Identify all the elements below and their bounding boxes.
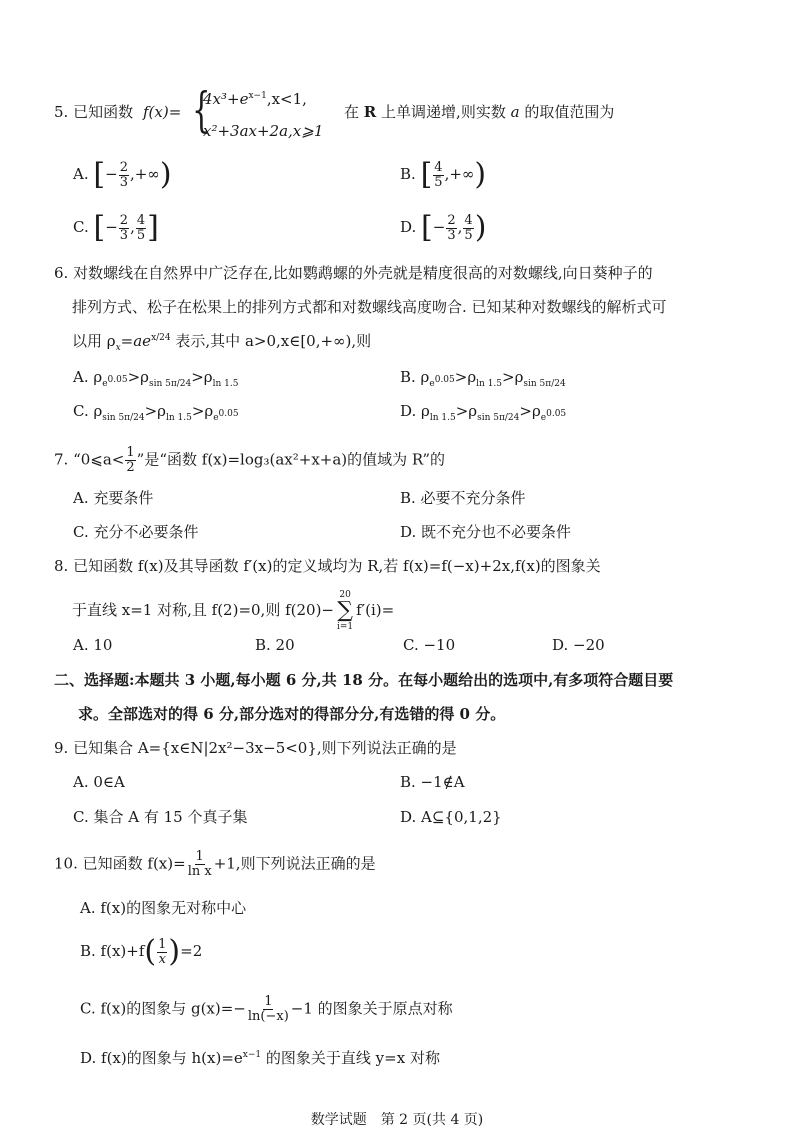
q5-d-frac2: $\frac{4}{5}$ [464, 212, 473, 243]
q8-option-b[interactable]: B. 20 [255, 636, 295, 654]
q7-option-b[interactable]: B. 必要不充分条件 [400, 489, 526, 507]
q8-line1: 8. 已知函数 f(x)及其导函数 f′(x)的定义域均为 R,若 f(x)=f(−x)+2x,f(x)的图象关 [54, 557, 601, 575]
q6-line1: 6. 对数螺线在自然界中广泛存在,比如鹦鹉螺的外壳就是精度很高的对数螺线,向日葵种子的 [54, 264, 653, 282]
q10-option-d[interactable]: D. f(x)的图象与 $h(x)=e^{x-1}$ 的图象关于直线 y=x 对称 [80, 1049, 440, 1067]
q6-option-d[interactable]: D. $\rho_{ln 1.5}>\rho_{sin 5\pi/24}>\rho_{e^{0.05}}$ [400, 402, 567, 423]
q5-option-c[interactable]: C. [− $\frac{2}{3}$ , $\frac{4}{5}$ ] [73, 210, 159, 245]
q6-option-a[interactable]: A. $\rho_{e^{0.05}}>\rho_{sin 5\pi/24}>\rho_{ln 1.5}$ [73, 368, 239, 389]
q5-case1: $4x^3+e^{x-1},x<1$, [203, 90, 307, 108]
q9-option-b[interactable]: B. −1∉A [400, 773, 465, 791]
q10-option-a[interactable]: A. f(x)的图象无对称中心 [80, 899, 247, 917]
q8-option-d[interactable]: D. −20 [552, 636, 605, 654]
q7-option-a[interactable]: A. 充要条件 [73, 489, 154, 507]
q5-fx: f(x)= [143, 103, 182, 121]
q5-case2: x²+3ax+2a,x⩾1 [203, 122, 324, 140]
q7-frac: $\frac{1}{2}$ [126, 445, 135, 475]
q5-tail: 在 R 上单调递增,则实数 a 的取值范围为 [344, 103, 615, 121]
q5-d-frac1: $\frac{2}{3}$ [447, 212, 456, 243]
q5-c-frac1: $\frac{2}{3}$ [119, 212, 129, 243]
q9-stem: 9. 已知集合 A={x∈N|2x²−3x−5<0},则下列说法正确的是 [54, 739, 457, 757]
q10-option-c[interactable]: C. f(x)的图象与 g(x)=− $\frac{1}{\ln(-x)}$ −1 的图象关于原点对称 [80, 994, 453, 1024]
q5-b-frac: $\frac{4}{5}$ [434, 159, 443, 190]
q9-option-c[interactable]: C. 集合 A 有 15 个真子集 [73, 808, 248, 826]
q10-frac: $\frac{1}{\text{ln x}}$ [187, 849, 212, 879]
q6-line2: 排列方式、松子在松果上的排列方式都和对数螺线高度吻合. 已知某种对数螺线的解析式可 [72, 298, 667, 316]
q10-b-frac: $\frac{1}{x}$ [158, 936, 167, 967]
q9-option-a[interactable]: A. 0∈A [73, 773, 125, 791]
q6-option-b[interactable]: B. $\rho_{e^{0.05}}>\rho_{ln 1.5}>\rho_{sin 5\pi/24}$ [400, 368, 566, 389]
q5-option-b[interactable]: B. [ $\frac{4}{5}$ ,+∞) [400, 157, 487, 192]
q5-option-d[interactable]: D. [− $\frac{2}{3}$ , $\frac{4}{5}$ ) [400, 210, 487, 245]
q5-lead: 5. 已知函数 [54, 103, 134, 121]
q10-stem: 10. 已知函数 f(x)= $\frac{1}{\text{ln x}}$ +1,则下列说法正确的是 [54, 849, 376, 879]
sigma-symbol: 20 ∑ i=1 [337, 590, 354, 632]
q5-option-a[interactable]: A. [− $\frac{2}{3}$ ,+∞) [73, 157, 172, 192]
q8-option-a[interactable]: A. 10 [73, 636, 113, 654]
q5-c-frac2: $\frac{4}{5}$ [136, 212, 146, 243]
q5-a-frac: $\frac{2}{3}$ [119, 159, 128, 190]
q5-brace: { [192, 82, 211, 138]
q8-line2: 于直线 x=1 对称,且 f(2)=0,则 f(20)− 20 ∑ i=1 f′(i)= [72, 590, 395, 632]
q10-c-frac: $\frac{1}{\ln(-x)}$ [247, 994, 289, 1024]
section-2-line2: 求。全部选对的得 6 分,部分选对的得部分分,有选错的得 0 分。 [78, 705, 506, 723]
q6-line3: 以用 $\rho_x=ae^{x/24}$ 表示,其中 a>0,x∈[0,+∞),则 [72, 332, 372, 353]
section-2-line1: 二、选择题:本题共 3 小题,每小题 6 分,共 18 分。在每小题给出的选项中,有多项符合题目要 [54, 671, 674, 689]
q7-option-c[interactable]: C. 充分不必要条件 [73, 523, 199, 541]
q6-option-c[interactable]: C. $\rho_{sin 5\pi/24}>\rho_{ln 1.5}>\rho_{e^{0.05}}$ [73, 402, 239, 423]
q10-option-b[interactable]: B. f(x)+f( $\frac{1}{x}$ )=2 [80, 934, 203, 969]
q7-option-d[interactable]: D. 既不充分也不必要条件 [400, 523, 572, 541]
q7-stem: 7. “0⩽a< $\frac{1}{2}$ ”是“函数 f(x)=log₃(ax²+x+a)的值域为 R”的 [54, 445, 446, 475]
page-footer: 数学试题 第 2 页(共 4 页) [310, 1112, 484, 1128]
q9-option-d[interactable]: D. A⊆{0,1,2} [400, 808, 502, 826]
q8-option-c[interactable]: C. −10 [403, 636, 456, 654]
